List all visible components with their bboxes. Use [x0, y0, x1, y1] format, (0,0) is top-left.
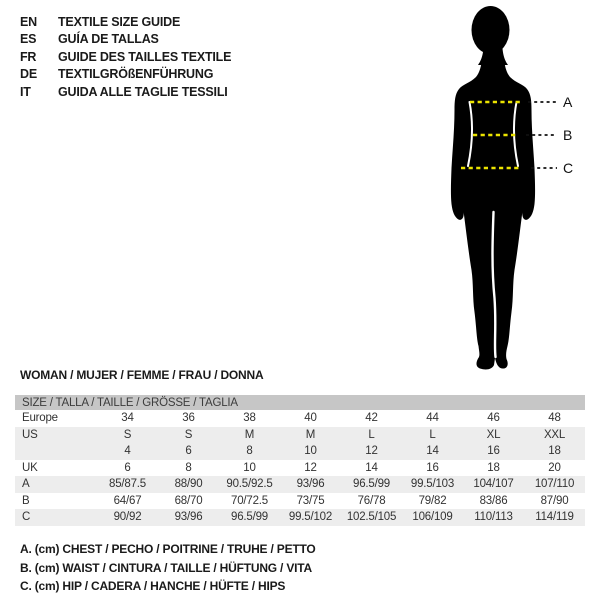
- size-cell: 88/90: [158, 476, 219, 493]
- size-cell: 73/75: [296, 494, 325, 507]
- size-cell: 79/82: [418, 494, 447, 507]
- size-cell: 87/90: [540, 494, 569, 507]
- size-cell: L: [402, 427, 463, 444]
- size-cell: 96.5/99: [341, 476, 402, 493]
- row-label: US: [15, 427, 97, 444]
- size-cell: XL: [463, 427, 524, 444]
- size-cell: 46: [487, 412, 500, 425]
- size-cell: 12: [304, 461, 317, 474]
- size-cell: 99.5/103: [402, 476, 463, 493]
- size-cell: 48: [548, 412, 561, 425]
- size-cell: L: [341, 427, 402, 444]
- size-cell: 76/78: [357, 494, 386, 507]
- language-row: [20, 14, 231, 31]
- size-cell: 16: [463, 443, 524, 460]
- row-label: [15, 443, 97, 460]
- table-row-us-letters: [15, 427, 585, 444]
- language-code: ES: [20, 32, 37, 47]
- size-cell: 64/67: [113, 494, 142, 507]
- size-cell: 107/110: [524, 476, 585, 493]
- row-label: B: [22, 494, 30, 507]
- measure-label-b: B: [563, 127, 573, 143]
- measure-legend-item-c: C. (cm) HIP / CADERA / HANCHE / HÜFTE / HIPS: [20, 579, 286, 594]
- language-label: GUIDA ALLE TAGLIE TESSILI: [58, 84, 228, 99]
- language-row: [20, 49, 231, 66]
- size-cell: 114/119: [524, 509, 585, 526]
- size-table-header-row: [15, 395, 585, 410]
- size-cell: 106/109: [402, 509, 463, 526]
- language-code: DE: [20, 67, 37, 82]
- language-list: [20, 14, 231, 101]
- language-label: GUIDE DES TAILLES TEXTILE: [58, 49, 232, 64]
- size-cell: 40: [304, 412, 317, 425]
- size-cell: 4: [97, 443, 158, 460]
- language-code: FR: [20, 49, 37, 64]
- size-cell: 102.5/105: [341, 509, 402, 526]
- size-cell: 93/96: [280, 476, 341, 493]
- size-cell: 90/92: [97, 509, 158, 526]
- table-row-waist: [15, 493, 585, 510]
- language-row: [20, 31, 231, 48]
- size-cell: 68/70: [174, 494, 203, 507]
- row-label: Europe: [22, 412, 58, 425]
- size-cell: 18: [524, 443, 585, 460]
- size-cell: 6: [124, 461, 131, 474]
- size-cell: M: [219, 427, 280, 444]
- size-cell: 38: [243, 412, 256, 425]
- size-cell: 12: [341, 443, 402, 460]
- table-row-us-numbers: [15, 443, 585, 460]
- row-label: A: [15, 476, 97, 493]
- size-cell: 93/96: [158, 509, 219, 526]
- language-row: [20, 66, 231, 83]
- language-row: [20, 84, 231, 101]
- size-cell: 34: [121, 412, 134, 425]
- size-cell: 96.5/99: [219, 509, 280, 526]
- size-cell: 8: [219, 443, 280, 460]
- table-row-hip: [15, 509, 585, 526]
- measure-legend-item-a: A. (cm) CHEST / PECHO / POITRINE / TRUHE / PETTO: [20, 542, 316, 556]
- measure-legend-item-b: B. (cm) WAIST / CINTURA / TAILLE / HÜFTUNG / VITA: [20, 560, 312, 575]
- size-cell: 44: [426, 412, 439, 425]
- language-label: GUÍA DE TALLAS: [58, 32, 159, 47]
- size-cell: S: [158, 427, 219, 444]
- size-table: [15, 395, 585, 526]
- size-cell: 14: [402, 443, 463, 460]
- size-cell: 18: [487, 461, 500, 474]
- measure-label-c: C: [563, 160, 574, 176]
- size-cell: 110/113: [463, 509, 524, 526]
- measurement-figure: [418, 0, 590, 372]
- size-cell: S: [97, 427, 158, 444]
- size-cell: 70/72.5: [231, 494, 268, 507]
- size-cell: XXL: [524, 427, 585, 444]
- size-cell: 10: [243, 461, 256, 474]
- measure-label-a: A: [563, 94, 573, 110]
- size-cell: 42: [365, 412, 378, 425]
- size-cell: 6: [158, 443, 219, 460]
- table-row-uk: [15, 460, 585, 477]
- language-label: TEXTILE SIZE GUIDE: [58, 15, 181, 29]
- size-cell: 90.5/92.5: [219, 476, 280, 493]
- row-label: UK: [22, 461, 38, 474]
- size-cell: 85/87.5: [97, 476, 158, 493]
- size-cell: M: [280, 427, 341, 444]
- language-code: IT: [20, 84, 31, 99]
- table-row-europe: [15, 410, 585, 427]
- language-label: TEXTILGRÖßENFÜHRUNG: [58, 67, 214, 82]
- size-cell: 83/86: [479, 494, 508, 507]
- size-cell: 104/107: [463, 476, 524, 493]
- size-cell: 14: [365, 461, 378, 474]
- row-label: C: [15, 509, 97, 526]
- size-cell: 99.5/102: [280, 509, 341, 526]
- table-row-chest: [15, 476, 585, 493]
- category-title: WOMAN / MUJER / FEMME / FRAU / DONNA: [20, 368, 264, 382]
- size-cell: 10: [280, 443, 341, 460]
- size-cell: 16: [426, 461, 439, 474]
- size-cell: 8: [185, 461, 192, 474]
- language-code: EN: [20, 15, 37, 29]
- size-cell: 36: [182, 412, 195, 425]
- size-table-header: SIZE / TALLA / TAILLE / GRÖSSE / TAGLIA: [15, 395, 585, 410]
- size-cell: 20: [548, 461, 561, 474]
- measure-legend: [20, 540, 316, 596]
